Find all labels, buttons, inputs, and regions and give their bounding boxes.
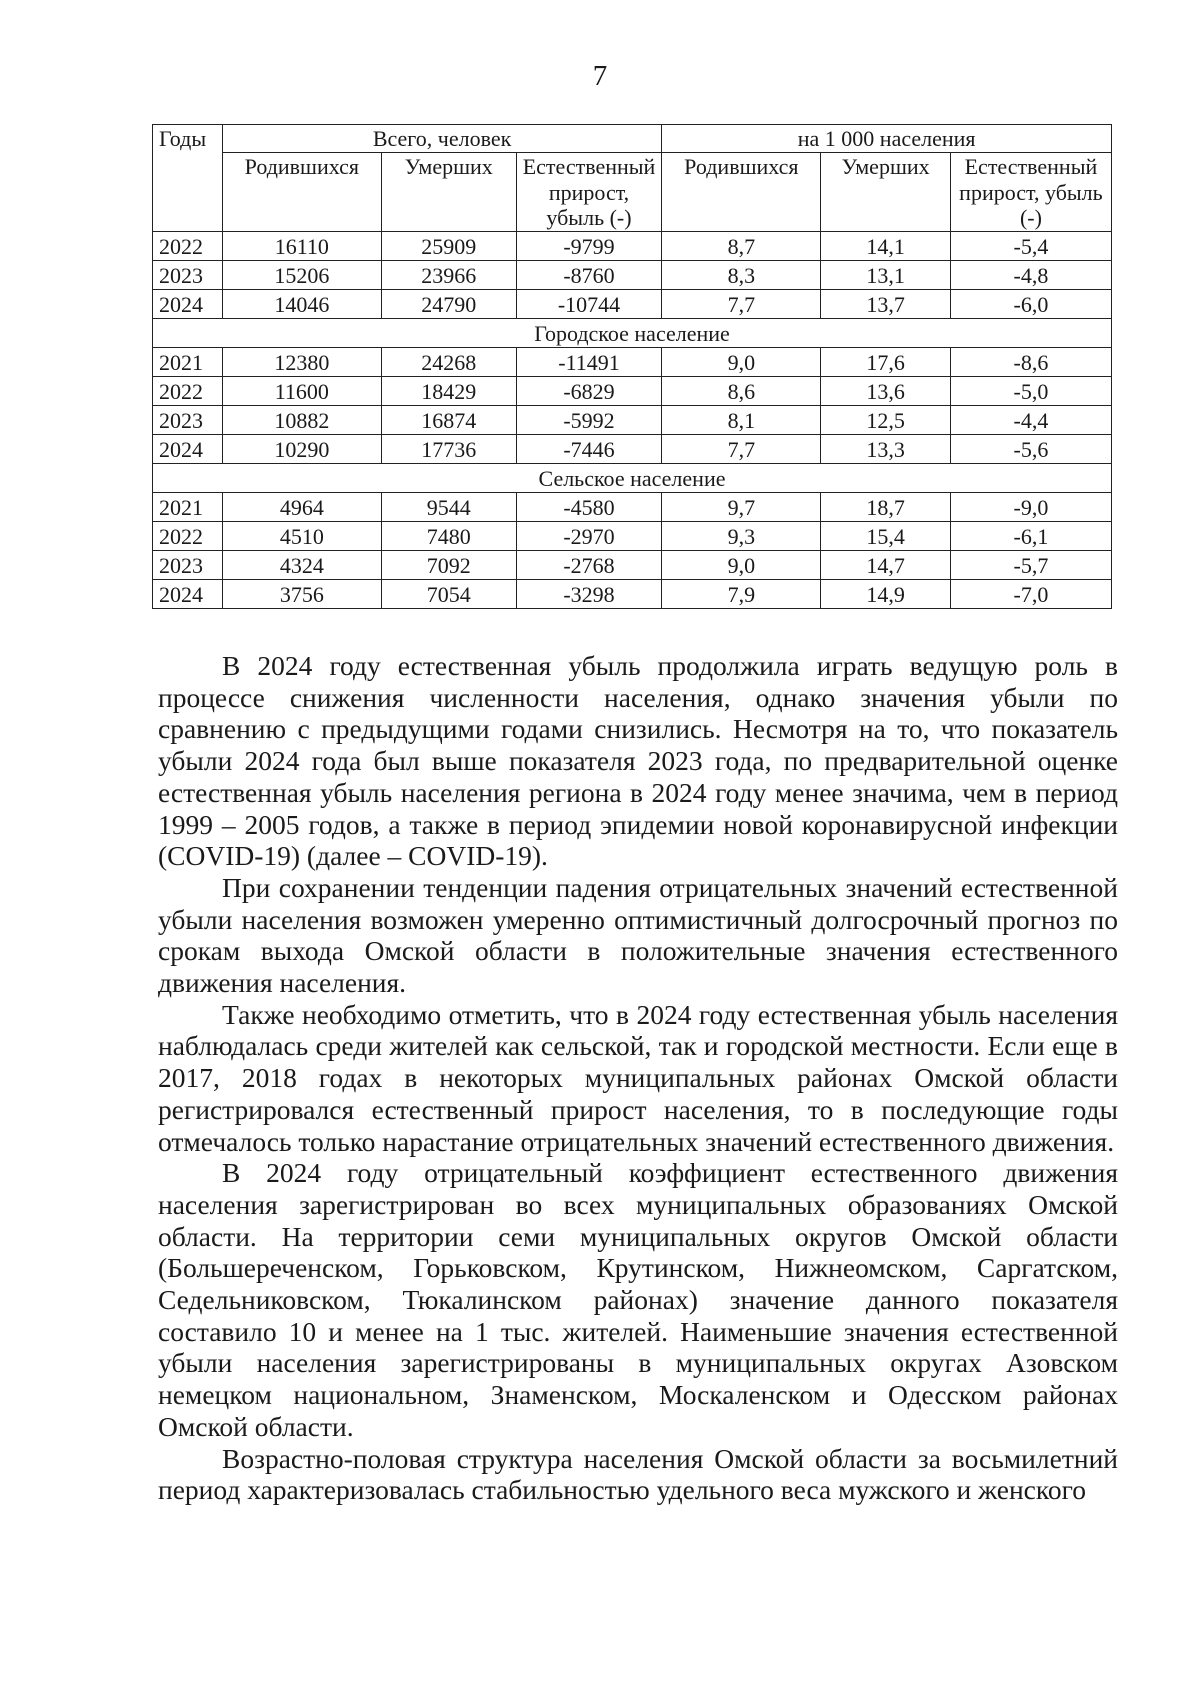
paragraph: В 2024 году естественная убыль продолжила играть ведущую роль в процессе снижения численности населения, однако значения убыли по сравнению с предыдущими годами снизились. Несмотря на то, что показатель убыли 2024 года был выше показателя 2023 года, по предварительной оценке естественная убыль населения региона в 2024 году менее значима, чем в период 1999 – 2005 годов, а также в период эпидемии новой коронавирусной инфекции (COVID-19) (далее – COVID-19). xyxy=(158,650,1118,872)
table-cell: 9,3 xyxy=(662,522,821,551)
header-per-thousand-group: на 1 000 населения xyxy=(662,125,1112,153)
cell-year: 2023 xyxy=(153,261,223,290)
table-cell: -3298 xyxy=(516,580,662,609)
table-cell: 9,0 xyxy=(662,348,821,377)
table-cell: 24268 xyxy=(381,348,516,377)
table-header-row-2 xyxy=(153,153,1112,232)
table-cell: 7054 xyxy=(381,580,516,609)
table-cell: -8760 xyxy=(516,261,662,290)
table-cell: 15206 xyxy=(222,261,381,290)
table-cell: 10882 xyxy=(222,406,381,435)
table-cell: 23966 xyxy=(381,261,516,290)
table-row xyxy=(153,348,1112,377)
table-cell: 8,1 xyxy=(662,406,821,435)
paragraph: В 2024 году отрицательный коэффициент естественного движения населения зарегистрирован во всех муниципальных образованиях Омской области. На территории семи муниципальных округов Омской области (Большереченском, Горьковском, Крутинском, Нижнеомском, Саргатском, Седельниковском, Тюкалинском районах) значение данного показателя составило 10 и менее на 1 тыс. жителей. Наименьшие значения естественной убыли населения зарегистрированы в муниципальных округах Азовском немецком национальном, Знаменском, Москаленском и Одесском районах Омской области. xyxy=(158,1157,1118,1442)
table-cell: 14,9 xyxy=(821,580,950,609)
table-cell: 9,7 xyxy=(662,493,821,522)
table-row xyxy=(153,377,1112,406)
table-row xyxy=(153,406,1112,435)
table-cell: -7446 xyxy=(516,435,662,464)
table-cell: -9799 xyxy=(516,232,662,261)
table-cell: -5992 xyxy=(516,406,662,435)
table-cell: 14046 xyxy=(222,290,381,319)
section-title: Сельское население xyxy=(153,464,1112,493)
table-cell: -9,0 xyxy=(950,493,1111,522)
table-cell: -4,8 xyxy=(950,261,1111,290)
table-cell: 16874 xyxy=(381,406,516,435)
header-years: Годы xyxy=(153,125,223,232)
cell-year: 2022 xyxy=(153,232,223,261)
cell-year: 2022 xyxy=(153,377,223,406)
table-cell: 7,9 xyxy=(662,580,821,609)
header-natural-per-thousand: Естественный прирост, убыль (-) xyxy=(950,153,1111,232)
table-cell: -6829 xyxy=(516,377,662,406)
cell-year: 2023 xyxy=(153,406,223,435)
table-cell: 16110 xyxy=(222,232,381,261)
section-row xyxy=(153,464,1112,493)
table-cell: -2768 xyxy=(516,551,662,580)
paragraph: Также необходимо отметить, что в 2024 году естественная убыль населения наблюдалась среди жителей как сельской, так и городской местности. Если еще в 2017, 2018 годах в некоторых муниципальных районах Омской области регистрировался естественный прирост населения, то в последующие годы отмечалось только нарастание отрицательных значений естественного движения. xyxy=(158,998,1118,1157)
table-cell: 8,3 xyxy=(662,261,821,290)
paragraph: Возрастно-половая структура населения Омской области за восьмилетний период характеризовалась стабильностью удельного веса мужского и женского xyxy=(158,1442,1118,1506)
table-cell: -4,4 xyxy=(950,406,1111,435)
paragraph: При сохранении тенденции падения отрицательных значений естественной убыли населения возможен умеренно оптимистичный долгосрочный прогноз по срокам выхода Омской области в положительные значения естественного движения населения. xyxy=(158,871,1118,999)
table-cell: -5,4 xyxy=(950,232,1111,261)
table-cell: 3756 xyxy=(222,580,381,609)
table-cell: 7480 xyxy=(381,522,516,551)
table-cell: 13,6 xyxy=(821,377,950,406)
table-cell: 4964 xyxy=(222,493,381,522)
table-cell: 17,6 xyxy=(821,348,950,377)
header-born-per-thousand: Родившихся xyxy=(662,153,821,232)
table-cell: -10744 xyxy=(516,290,662,319)
cell-year: 2021 xyxy=(153,493,223,522)
table-cell: 10290 xyxy=(222,435,381,464)
table-cell: 8,7 xyxy=(662,232,821,261)
table-cell: 9544 xyxy=(381,493,516,522)
table-cell: -2970 xyxy=(516,522,662,551)
table-cell: 7,7 xyxy=(662,290,821,319)
table-cell: 13,7 xyxy=(821,290,950,319)
table-cell: -5,0 xyxy=(950,377,1111,406)
table-cell: -8,6 xyxy=(950,348,1111,377)
header-born-total: Родившихся xyxy=(222,153,381,232)
cell-year: 2022 xyxy=(153,522,223,551)
table-row xyxy=(153,493,1112,522)
cell-year: 2024 xyxy=(153,435,223,464)
table-cell: 17736 xyxy=(381,435,516,464)
table-cell: -5,6 xyxy=(950,435,1111,464)
body-text xyxy=(158,650,1118,1506)
section-row xyxy=(153,319,1112,348)
table-cell: -7,0 xyxy=(950,580,1111,609)
section-title: Городское население xyxy=(153,319,1112,348)
table-cell: 24790 xyxy=(381,290,516,319)
table-cell: 13,1 xyxy=(821,261,950,290)
table-row xyxy=(153,522,1112,551)
table-cell: 12,5 xyxy=(821,406,950,435)
table-cell: 9,0 xyxy=(662,551,821,580)
table-cell: 18429 xyxy=(381,377,516,406)
table-cell: 14,1 xyxy=(821,232,950,261)
table-cell: 7092 xyxy=(381,551,516,580)
table-cell: 7,7 xyxy=(662,435,821,464)
table-row xyxy=(153,232,1112,261)
cell-year: 2024 xyxy=(153,290,223,319)
table-cell: 18,7 xyxy=(821,493,950,522)
table-cell: 11600 xyxy=(222,377,381,406)
table-cell: -6,0 xyxy=(950,290,1111,319)
table-cell: 14,7 xyxy=(821,551,950,580)
table-row xyxy=(153,261,1112,290)
table-body xyxy=(153,232,1112,609)
table-cell: 8,6 xyxy=(662,377,821,406)
table-cell: 15,4 xyxy=(821,522,950,551)
table-cell: -6,1 xyxy=(950,522,1111,551)
table-cell: -4580 xyxy=(516,493,662,522)
table-cell: 4324 xyxy=(222,551,381,580)
table-row xyxy=(153,435,1112,464)
table-row xyxy=(153,551,1112,580)
table-cell: 13,3 xyxy=(821,435,950,464)
table-header-row-1 xyxy=(153,125,1112,153)
page-number: 7 xyxy=(592,60,608,92)
header-natural-total: Естественный прирост, убыль (-) xyxy=(516,153,662,232)
cell-year: 2024 xyxy=(153,580,223,609)
table-cell: -5,7 xyxy=(950,551,1111,580)
header-total-group: Всего, человек xyxy=(222,125,662,153)
table-row xyxy=(153,290,1112,319)
header-died-per-thousand: Умерших xyxy=(821,153,950,232)
table-row xyxy=(153,580,1112,609)
table-cell: 4510 xyxy=(222,522,381,551)
cell-year: 2023 xyxy=(153,551,223,580)
table-cell: -11491 xyxy=(516,348,662,377)
cell-year: 2021 xyxy=(153,348,223,377)
natural-movement-table xyxy=(152,124,1112,609)
header-died-total: Умерших xyxy=(381,153,516,232)
table-cell: 12380 xyxy=(222,348,381,377)
table-cell: 25909 xyxy=(381,232,516,261)
